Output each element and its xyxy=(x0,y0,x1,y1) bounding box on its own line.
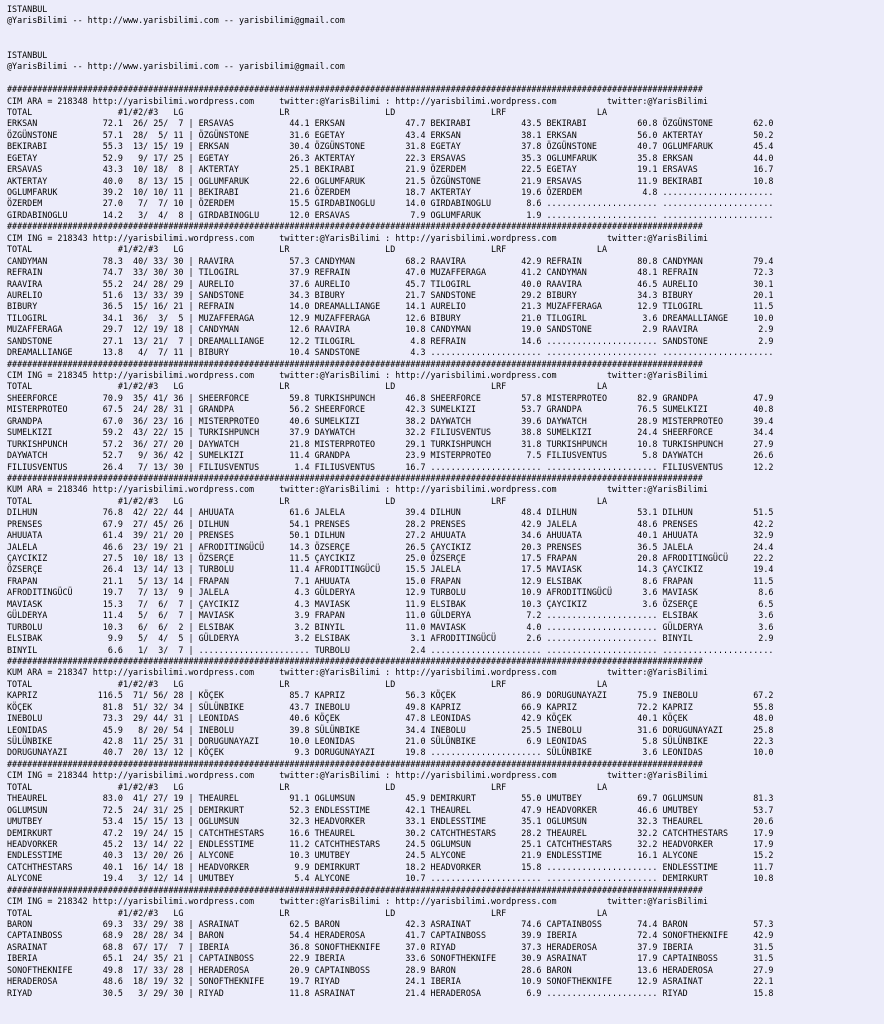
table-row: GÜLDERYA 11.4 5/ 6/ 7 | MAVIASK 3.9 FRAPAN 11.0 GÜLDERYA 7.2 ...................... ELSIBAK 3.6 xyxy=(7,610,774,621)
section-divider: ########################################################################################################################################## xyxy=(7,221,703,232)
table-row: UMUTBEY 53.4 15/ 15/ 13 | OGLUMSUN 32.3 HEADVORKER 33.1 ENDLESSTIME 35.1 OGLUMSUN 32.3 THEAUREL 20.6 xyxy=(7,816,774,827)
table-row: TURKISHPUNCH 57.2 36/ 27/ 20 | DAYWATCH 21.8 MISTERPROTEO 29.1 TURKISHPUNCH 31.8 TURKISHPUNCH 10.8 TURKISHPUNCH 27.9 xyxy=(7,438,774,449)
table-row: EGETAY 52.9 9/ 17/ 25 | EGETAY 26.3 AKTERTAY 22.3 ERSAVAS 35.3 OGLUMFARUK 35.8 ERKSAN 44.0 xyxy=(7,152,774,163)
table-row: CAPTAINBOSS 68.9 28/ 28/ 34 | BARON 54.4 HERADEROSA 41.7 CAPTAINBOSS 39.9 IBERIA 72.4 SONOFTHEKNIFE 42.9 xyxy=(7,930,774,941)
table-row: SUMELKIZI 59.2 43/ 22/ 15 | TURKISHPUNCH 37.9 DAYWATCH 32.2 FILIUSVENTUS 38.8 SUMELKIZI 24.4 SHEERFORCE 34.4 xyxy=(7,427,774,438)
section-divider: ########################################################################################################################################## xyxy=(7,884,703,895)
table-row: OGLUMFARUK 39.2 10/ 10/ 11 | BEKIRABI 21.6 ÖZERDEM 18.7 AKTERTAY 19.6 ÖZERDEM 4.8 ...................... xyxy=(7,187,774,197)
table-row: ÖZSERÇE 26.4 13/ 14/ 13 | TURBOLU 11.4 AFRODITINGÜCÜ 15.5 JALELA 17.5 MAVIASK 14.3 ÇAYCIKIZ 19.4 xyxy=(7,564,774,575)
race-header: CIM ING = 218342 http://yarisbilimi.wordpress.com twitter:@YarisBilimi : http://yarisbilimi.wordpress.com twitter:@YarisBilimi xyxy=(7,896,708,907)
table-row: KÖÇEK 81.8 51/ 32/ 34 | SÜLÜNBIKE 43.7 INEBOLU 49.8 KAPRIZ 66.9 KAPRIZ 72.2 KAPRIZ 55.8 xyxy=(7,701,774,712)
table-row: SANDSTONE 27.1 13/ 21/ 7 | DREAMALLIANGE 12.2 TILOGIRL 4.8 REFRAIN 14.6 ...................... SANDSTONE 2.9 xyxy=(7,335,774,346)
table-row: HEADVORKER 45.2 13/ 14/ 22 | ENDLESSTIME 11.2 CATCHTHESTARS 24.5 OGLUMSUN 25.1 CATCHTHESTARS 32.2 HEADVORKER 17.9 xyxy=(7,838,774,849)
table-row: DILHUN 76.8 42/ 22/ 44 | AHUUATA 61.6 JALELA 39.4 DILHUN 48.4 DILHUN 53.1 DILHUN 51.5 xyxy=(7,507,774,518)
section-divider: ########################################################################################################################################## xyxy=(7,655,703,666)
table-row: CANDYMAN 78.3 40/ 33/ 30 | RAAVIRA 57.3 CANDYMAN 68.2 RAAVIRA 42.9 REFRAIN 80.8 CANDYMAN 79.4 xyxy=(7,255,774,266)
table-row: HERADEROSA 48.6 18/ 19/ 32 | SONOFTHEKNIFE 19.7 RIYAD 24.1 IBERIA 10.9 SONOFTHEKNIFE 12.9 ASRAINAT 22.1 xyxy=(7,976,774,987)
table-row: INEBOLU 73.3 29/ 44/ 31 | LEONIDAS 40.6 KÖÇEK 47.8 LEONIDAS 42.9 KÖÇEK 40.1 KÖÇEK 48.0 xyxy=(7,713,774,724)
column-header-row: TOTAL #1/#2/#3 LG LR LD LRF LA xyxy=(7,678,608,689)
table-row: MUZAFFERAGA 29.7 12/ 19/ 18 | CANDYMAN 12.6 RAAVIRA 10.8 CANDYMAN 19.0 SANDSTONE 2.9 RAAVIRA 2.9 xyxy=(7,324,774,335)
column-header-row: TOTAL #1/#2/#3 LG LR LD LRF LA xyxy=(7,495,608,506)
table-row: AURELIO 51.6 13/ 33/ 39 | SANDSTONE 34.3 BIBURY 21.7 SANDSTONE 29.2 BIBURY 34.3 BIBURY 20.1 xyxy=(7,289,774,300)
table-row: GRANDPA 67.0 36/ 23/ 16 | MISTERPROTEO 40.6 SUMELKIZI 38.2 DAYWATCH 39.6 DAYWATCH 28.9 MISTERPROTEO 39.4 xyxy=(7,415,774,426)
table-row: ENDLESSTIME 40.3 13/ 20/ 26 | ALYCONE 10.3 UMUTBEY 24.5 ALYCONE 21.9 ENDLESSTIME 16.1 ALYCONE 15.2 xyxy=(7,850,774,861)
race-header: CIM ING = 218345 http://yarisbilimi.wordpress.com twitter:@YarisBilimi : http://yarisbilimi.wordpress.com twitter:@YarisBilimi xyxy=(7,370,708,380)
table-row: KAPRIZ 116.5 71/ 56/ 28 | KÖÇEK 85.7 KAPRIZ 56.3 KÖÇEK 86.9 DORUGUNAYAZI 75.9 INEBOLU 67.2 xyxy=(7,690,774,701)
table-row: SHEERFORCE 70.9 35/ 41/ 36 | SHEERFORCE 59.8 TURKISHPUNCH 46.8 SHEERFORCE 57.8 MISTERPROTEO 82.9 GRANDPA 47.9 xyxy=(7,392,774,403)
text-line: @YarisBilimi -- http://www.yarisbilimi.com -- yarisbilimi@gmail.com xyxy=(7,15,345,26)
text-line: ISTANBUL xyxy=(7,4,48,14)
table-row: ÖZGÜNSTONE 57.1 28/ 5/ 11 | ÖZGÜNSTONE 31.6 EGETAY 43.4 ERKSAN 38.1 ERKSAN 56.0 AKTERTAY 50.2 xyxy=(7,129,774,140)
blank-line xyxy=(7,38,884,49)
column-header-row: TOTAL #1/#2/#3 LG LR LD LRF LA xyxy=(7,781,608,792)
race-header: CIM ING = 218343 http://yarisbilimi.wordpress.com twitter:@YarisBilimi : http://yarisbilimi.wordpress.com twitter:@YarisBilimi xyxy=(7,232,708,243)
table-row: ÖZERDEM 27.0 7/ 7/ 10 | ÖZERDEM 15.5 GIRDABINOGLU 14.0 GIRDABINOGLU 8.6 ...................... ...................... xyxy=(7,198,774,209)
race-header: CIM ARA = 218348 http://yarisbilimi.wordpress.com twitter:@YarisBilimi : http://yarisbilimi.wordpress.com twitter:@YarisBilimi xyxy=(7,95,708,106)
table-row: ÇAYCIKIZ 27.5 10/ 18/ 13 | ÖZSERÇE 11.5 ÇAYCIKIZ 25.0 ÖZSERÇE 17.5 FRAPAN 20.8 AFRODITINGÜCÜ 22.2 xyxy=(7,553,774,563)
table-row: BINYIL 6.6 1/ 3/ 7 | ...................... TURBOLU 2.4 ...................... ...................... ...................... xyxy=(7,644,774,655)
table-row: ASRAINAT 68.8 67/ 17/ 7 | IBERIA 36.8 SONOFTHEKNIFE 37.0 RIYAD 37.3 HERADEROSA 37.9 IBERIA 31.5 xyxy=(7,941,774,952)
table-row: OGLUMSUN 72.5 24/ 31/ 25 | DEMIRKURT 52.3 ENDLESSTIME 42.1 THEAUREL 47.9 HEADVORKER 46.6 UMUTBEY 53.7 xyxy=(7,804,774,815)
table-row: PRENSES 67.9 27/ 45/ 26 | DILHUN 54.1 PRENSES 28.2 PRENSES 42.9 JALELA 48.6 PRENSES 42.2 xyxy=(7,518,774,529)
table-row: DREAMALLIANGE 13.8 4/ 7/ 11 | BIBURY 10.4 SANDSTONE 4.3 ...................... ...................... ...................... xyxy=(7,347,774,358)
table-row: DORUGUNAYAZI 40.7 20/ 13/ 12 | KÖÇEK 9.3 DORUGUNAYAZI 19.8 ...................... SÜLÜNBIKE 3.6 LEONIDAS 10.0 xyxy=(7,747,774,758)
table-row: DAYWATCH 52.7 9/ 36/ 42 | SUMELKIZI 11.4 GRANDPA 23.9 MISTERPROTEO 7.5 FILIUSVENTUS 5.8 DAYWATCH 26.6 xyxy=(7,450,774,461)
column-header-row: TOTAL #1/#2/#3 LG LR LD LRF LA xyxy=(7,244,608,255)
race-header: KUM ARA = 218346 http://yarisbilimi.wordpress.com twitter:@YarisBilimi : http://yarisbilimi.wordpress.com twitter:@YarisBilimi xyxy=(7,484,708,495)
race-header: CIM ING = 218344 http://yarisbilimi.wordpress.com twitter:@YarisBilimi : http://yarisbilimi.wordpress.com twitter:@YarisBilimi xyxy=(7,770,708,781)
table-row: SÜLÜNBIKE 42.8 11/ 25/ 31 | DORUGUNAYAZI 10.0 LEONIDAS 21.0 SÜLÜNBIKE 6.9 LEONIDAS 5.8 SÜLÜNBIKE 22.3 xyxy=(7,736,774,746)
section-divider: ########################################################################################################################################## xyxy=(7,472,703,483)
table-row: BIBURY 36.5 15/ 16/ 21 | REFRAIN 14.0 DREAMALLIANGE 14.1 AURELIO 21.3 MUZAFFERAGA 12.9 TILOGIRL 11.5 xyxy=(7,301,774,312)
table-row: JALELA 46.6 23/ 19/ 21 | AFRODITINGÜCÜ 14.3 ÖZSERÇE 26.5 ÇAYCIKIZ 20.3 PRENSES 36.5 JALELA 24.4 xyxy=(7,541,774,552)
table-row: MAVIASK 15.3 7/ 6/ 7 | ÇAYCIKIZ 4.3 MAVIASK 11.9 ELSIBAK 10.3 ÇAYCIKIZ 3.6 ÖZSERÇE 6.5 xyxy=(7,598,774,609)
table-row: FILIUSVENTUS 26.4 7/ 13/ 30 | FILIUSVENTUS 1.4 FILIUSVENTUS 16.7 ...................... ...................... FILIUSVENTUS 12.2 xyxy=(7,461,774,472)
blank-line xyxy=(7,27,884,38)
table-row: TURBOLU 10.3 6/ 6/ 2 | ELSIBAK 3.2 BINYIL 11.0 MAVIASK 4.0 ...................... GÜLDERYA 3.6 xyxy=(7,621,774,632)
table-row: RIYAD 30.5 3/ 29/ 30 | RIYAD 11.8 ASRAINAT 21.4 HERADEROSA 6.9 ...................... RIYAD 15.8 xyxy=(7,987,774,998)
table-row: MISTERPROTEO 67.5 24/ 28/ 31 | GRANDPA 56.2 SHEERFORCE 42.3 SUMELKIZI 53.7 GRANDPA 76.5 SUMELKIZI 40.8 xyxy=(7,404,774,415)
table-row: BARON 69.3 33/ 29/ 38 | ASRAINAT 62.5 BARON 42.3 ASRAINAT 74.6 CAPTAINBOSS 74.4 BARON 57.3 xyxy=(7,919,774,929)
blank-line xyxy=(7,73,884,84)
table-row: DEMIRKURT 47.2 19/ 24/ 15 | CATCHTHESTARS 16.6 THEAUREL 30.2 CATCHTHESTARS 28.2 THEAUREL 32.2 CATCHTHESTARS 17.9 xyxy=(7,827,774,838)
table-row: BEKIRABI 55.3 13/ 15/ 19 | ERKSAN 30.4 ÖZGÜNSTONE 31.8 EGETAY 37.8 ÖZGÜNSTONE 40.7 OGLUMFARUK 45.4 xyxy=(7,141,774,152)
text-line: ISTANBUL xyxy=(7,49,48,60)
race-header: KUM ARA = 218347 http://yarisbilimi.wordpress.com twitter:@YarisBilimi : http://yarisbilimi.wordpress.com twitter:@YarisBilimi xyxy=(7,667,708,678)
table-row: SONOFTHEKNIFE 49.8 17/ 33/ 28 | HERADEROSA 20.9 CAPTAINBOSS 28.9 BARON 28.6 BARON 13.6 HERADEROSA 27.9 xyxy=(7,964,774,975)
table-row: REFRAIN 74.7 33/ 30/ 30 | TILOGIRL 37.9 REFRAIN 47.0 MUZAFFERAGA 41.2 CANDYMAN 48.1 REFRAIN 72.3 xyxy=(7,267,774,278)
table-row: ALYCONE 19.4 3/ 12/ 14 | UMUTBEY 5.4 ALYCONE 10.7 ...................... ...................... DEMIRKURT 10.8 xyxy=(7,873,774,884)
table-row: AHUUATA 61.4 39/ 21/ 20 | PRENSES 50.1 DILHUN 27.2 AHUUATA 34.6 AHUUATA 40.1 AHUUATA 32.9 xyxy=(7,530,774,541)
table-row: ELSIBAK 9.9 5/ 4/ 5 | GÜLDERYA 3.2 ELSIBAK 3.1 AFRODITINGÜCÜ 2.6 ...................... BINYIL 2.9 xyxy=(7,633,774,644)
table-row: IBERIA 65.1 24/ 35/ 21 | CAPTAINBOSS 22.9 IBERIA 33.6 SONOFTHEKNIFE 30.9 ASRAINAT 17.9 CAPTAINBOSS 31.5 xyxy=(7,953,774,964)
table-row: RAAVIRA 55.2 24/ 28/ 29 | AURELIO 37.6 AURELIO 45.7 TILOGIRL 40.0 RAAVIRA 46.5 AURELIO 30.1 xyxy=(7,278,774,289)
section-divider: ########################################################################################################################################## xyxy=(7,758,703,769)
section-divider: ########################################################################################################################################## xyxy=(7,358,703,369)
table-row: LEONIDAS 45.9 8/ 20/ 54 | INEBOLU 39.8 SÜLÜNBIKE 34.4 INEBOLU 25.5 INEBOLU 31.6 DORUGUNAYAZI 25.8 xyxy=(7,724,774,735)
table-row: GIRDABINOGLU 14.2 3/ 4/ 8 | GIRDABINOGLU 12.0 ERSAVAS 7.9 OGLUMFARUK 1.9 ...................... ...................... xyxy=(7,209,774,220)
table-row: ERKSAN 72.1 26/ 25/ 7 | ERSAVAS 44.1 ERKSAN 47.7 BEKIRABI 43.5 BEKIRABI 60.8 ÖZGÜNSTONE 62.0 xyxy=(7,118,774,129)
column-header-row: TOTAL #1/#2/#3 LG LR LD LRF LA xyxy=(7,907,608,918)
table-row: TILOGIRL 34.1 36/ 3/ 5 | MUZAFFERAGA 12.9 MUZAFFERAGA 12.6 BIBURY 21.0 TILOGIRL 3.6 DREAMALLIANGE 10.0 xyxy=(7,312,774,323)
table-row: AKTERTAY 40.0 8/ 13/ 15 | OGLUMFARUK 22.6 OGLUMFARUK 21.5 ÖZGÜNSTONE 21.9 ERSAVAS 11.9 BEKIRABI 10.8 xyxy=(7,175,774,186)
section-divider: ########################################################################################################################################## xyxy=(7,84,703,95)
column-header-row: TOTAL #1/#2/#3 LG LR LD LRF LA xyxy=(7,106,608,117)
table-row: ERSAVAS 43.3 10/ 18/ 8 | AKTERTAY 25.1 BEKIRABI 21.9 ÖZERDEM 22.5 EGETAY 19.1 ERSAVAS 16.7 xyxy=(7,164,774,175)
table-row: CATCHTHESTARS 40.1 16/ 14/ 18 | HEADVORKER 9.9 DEMIRKURT 18.2 HEADVORKER 15.8 ...................... ENDLESSTIME 11.7 xyxy=(7,861,774,872)
column-header-row: TOTAL #1/#2/#3 LG LR LD LRF LA xyxy=(7,381,608,392)
table-row: THEAUREL 83.0 41/ 27/ 19 | THEAUREL 91.1 OGLUMSUN 45.9 DEMIRKURT 55.0 UMUTBEY 69.7 OGLUMSUN 81.3 xyxy=(7,793,774,804)
table-row: AFRODITINGÜCÜ 19.7 7/ 13/ 9 | JALELA 4.3 GÜLDERYA 12.9 TURBOLU 10.9 AFRODITINGÜCÜ 3.6 MAVIASK 8.6 xyxy=(7,587,774,598)
table-row: FRAPAN 21.1 5/ 13/ 14 | FRAPAN 7.1 AHUUATA 15.0 FRAPAN 12.9 ELSIBAK 8.6 FRAPAN 11.5 xyxy=(7,575,774,586)
text-line: @YarisBilimi -- http://www.yarisbilimi.com -- yarisbilimi@gmail.com xyxy=(7,61,345,72)
